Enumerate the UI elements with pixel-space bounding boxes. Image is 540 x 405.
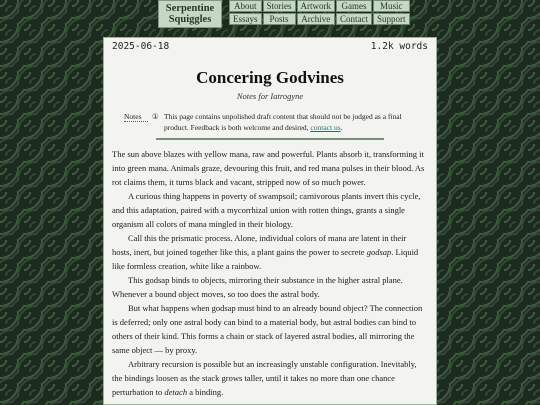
nav-archive[interactable]: Archive bbox=[297, 13, 336, 25]
site-title-line1: Serpentine bbox=[165, 3, 215, 14]
emphasis-detach: detach bbox=[164, 387, 188, 397]
post-date: 2025-06-18 bbox=[112, 41, 170, 52]
nav-posts[interactable]: Posts bbox=[263, 13, 296, 25]
paragraph-text: a binding. bbox=[187, 387, 224, 397]
note-number-icon: ① bbox=[152, 112, 159, 121]
paragraph bbox=[112, 357, 428, 399]
nav-support[interactable]: Support bbox=[373, 13, 410, 25]
note-body: This page contains unpolished draft content that should not be judged as a final product. Feedback is both welcome and desired, bbox=[164, 112, 402, 132]
post-body bbox=[104, 140, 436, 399]
notes-label: Notes bbox=[124, 111, 148, 122]
contact-link[interactable]: contact us bbox=[310, 123, 341, 132]
site-logo[interactable] bbox=[158, 0, 222, 28]
paragraph: A curious thing happens in poverty of swampsoil; carnivorous plants invert this cycle, and this adaptation, paired with a mycorrhizal union with rotten things, grants a single organism all colors of mana mingled in their biology. bbox=[112, 191, 421, 229]
paragraph: The sun above blazes with yellow mana, raw and powerful. Plants absorb it, transforming it into green mana. Animals graze, devouring this fruit, and red mana pulses in their blood. As rot claims them, it turns black and vacant, stripped now of so much power. bbox=[112, 149, 425, 187]
paragraph-text: Arbitrary recursion is possible but an increasingly unstable configuration. Inevitably, the bindings loosen as the stack grows taller, until it takes no more than one chance perturbation to bbox=[112, 359, 417, 397]
paragraph bbox=[112, 231, 428, 273]
post-subtitle: Notes for Iatrogyne bbox=[236, 91, 304, 101]
paragraph-text: . Liquid like formless creation, white like a rainbow. bbox=[112, 247, 419, 271]
paragraph: This godsap binds to objects, mirroring their substance in the higher astral plane. Whenever a bound object moves, so too does the astral body. bbox=[112, 275, 403, 299]
nav-games[interactable]: Games bbox=[336, 0, 372, 12]
note-end: . bbox=[340, 123, 343, 132]
note-text bbox=[164, 111, 420, 133]
site-title-line2: Squiggles bbox=[168, 14, 212, 25]
nav-contact[interactable]: Contact bbox=[336, 13, 372, 25]
post-card bbox=[103, 37, 437, 405]
paragraph-text: Call this the prismatic process. Alone, individual colors of mana are latent in their hosts, inert, but joined together like this, a plant gains the power to secrete bbox=[112, 233, 407, 257]
draft-notice bbox=[124, 111, 420, 133]
site-header bbox=[158, 0, 410, 27]
post-meta bbox=[104, 38, 436, 52]
nav-essays[interactable]: Essays bbox=[229, 13, 262, 25]
nav-stories[interactable]: Stories bbox=[263, 0, 296, 12]
post-word-count: 1.2k words bbox=[370, 41, 428, 52]
nav-about[interactable]: About bbox=[229, 0, 262, 12]
post-title: Concering Godvines bbox=[196, 68, 344, 87]
emphasis-godsap: godsap bbox=[366, 247, 392, 257]
paragraph: But what happens when godsap must bind to an already bound object? The connection is deferred; only one astral body can bind to a material body, but astral bodies can bind to others of their kind. This forms a chain or stack of layered astral bodies, all mirroring the same object — by proxy. bbox=[112, 303, 423, 355]
main-nav bbox=[229, 0, 410, 27]
nav-artwork[interactable]: Artwork bbox=[297, 0, 336, 12]
nav-music[interactable]: Music bbox=[373, 0, 410, 12]
